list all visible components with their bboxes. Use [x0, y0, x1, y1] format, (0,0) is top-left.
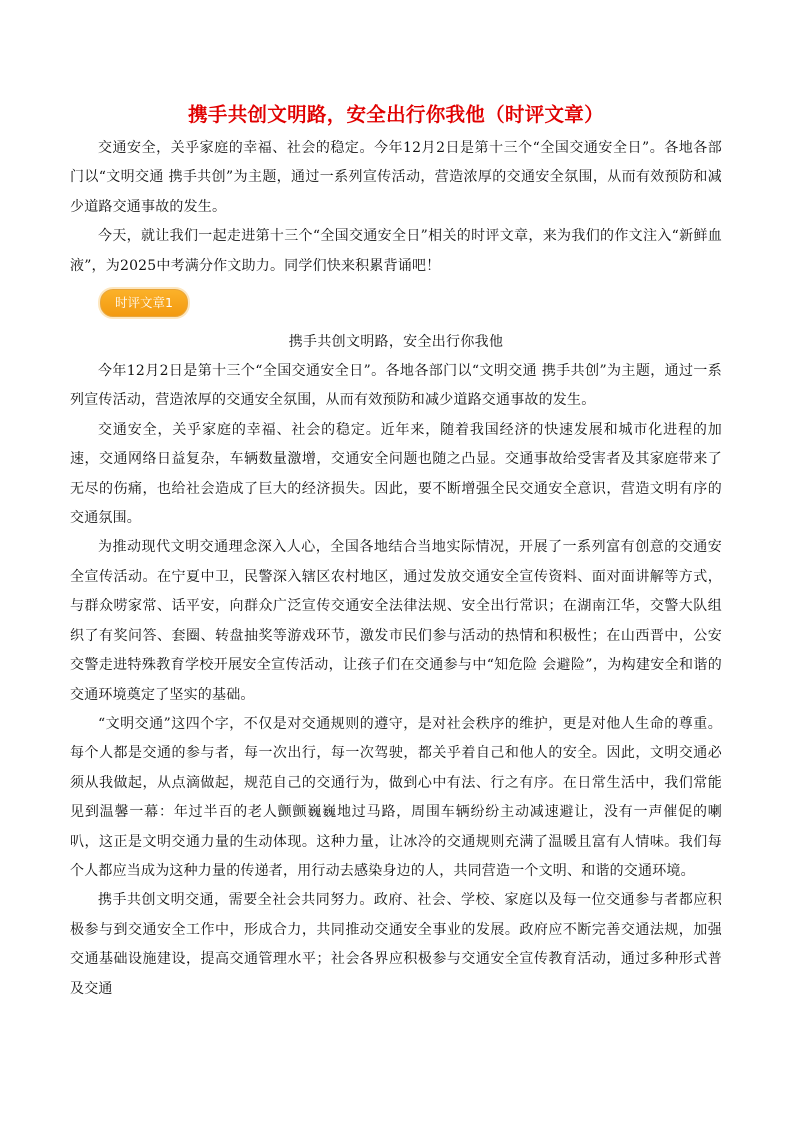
article-paragraph: 交通安全，关乎家庭的幸福、社会的稳定。近年来，随着我国经济的快速发展和城市化进程的加速，交通网络日益复杂，车辆数量激增，交通安全问题也随之凸显。交通事故给受害者及其家庭带来了无尽的伤痛，也给社会造成了巨大的经济损失。因此，要不断增强全民交通安全意识，营造文明有序的交通氛围。: [70, 421, 722, 527]
intro-paragraph: 交通安全，关乎家庭的幸福、社会的稳定。今年12月2日是第十三个“全国交通安全日”。各地各部门以“文明交通 携手共创”为主题，通过一系列宣传活动，营造浓厚的交通安全氛围，从而有效预防和减少道路交通事故的发生。: [70, 140, 722, 215]
document-page: [70, 100, 722, 1004]
article-paragraph: 今年12月2日是第十三个“全国交通安全日”。各地各部门以“文明交通 携手共创”为主题，通过一系列宣传活动，营造浓厚的交通安全氛围，从而有效预防和减少道路交通事故的发生。: [70, 363, 722, 409]
article-paragraph: 携手共创文明交通，需要全社会共同努力。政府、社会、学校、家庭以及每一位交通参与者都应积极参与到交通安全工作中，形成合力，共同推动交通安全事业的发展。政府应不断完善交通法规，加强交通基础设施建设，提高交通管理水平；社会各界应积极参与交通安全宣传教育活动，通过多种形式普及交通: [70, 892, 722, 997]
document-title: 携手共创文明路，安全出行你我他（时评文章）: [188, 103, 604, 126]
article-paragraph: “文明交通”这四个字，不仅是对交通规则的遵守，是对社会秩序的维护，更是对他人生命的尊重。每个人都是交通的参与者，每一次出行，每一次驾驶，都关乎着自己和他人的安全。因此，文明交通必须从我做起，从点滴做起，规范自己的交通行为，做到心中有法、行之有序。在日常生活中，我们常能见到温馨一幕：年过半百的老人颤颤巍巍地过马路，周围车辆纷纷主动减速避让，没有一声催促的喇叭，这正是文明交通力量的生动体现。这种力量，让冰冷的交通规则充满了温暖且富有人情味。我们每个人都应当成为这种力量的传递者，用行动去感染身边的人，共同营造一个文明、和谐的交通环境。: [70, 715, 722, 879]
article-paragraph: 为推动现代文明交通理念深入人心，全国各地结合当地实际情况，开展了一系列富有创意的交通安全宣传活动。在宁夏中卫，民警深入辖区农村地区，通过发放交通安全宣传资料、面对面讲解等方式，与群众唠家常、话平安，向群众广泛宣传交通安全法律法规、安全出行常识；在湖南江华，交警大队组织了有奖问答、套圈、转盘抽奖等游戏环节，激发市民们参与活动的热情和积极性；在山西晋中，公安交警走进特殊教育学校开展安全宣传活动，让孩子们在交通参与中“知危险 会避险”，为构建安全和谐的交通环境奠定了坚实的基础。: [70, 539, 722, 703]
section-badge-row: [100, 289, 722, 317]
section-badge: 时评文章1: [100, 289, 188, 317]
intro-paragraph: 今天，就让我们一起走进第十三个“全国交通安全日”相关的时评文章，来为我们的作文注入“新鲜血液”，为2025中考满分作文助力。同学们快来积累背诵吧！: [70, 228, 722, 274]
article-title: 携手共创文明路，安全出行你我他: [288, 334, 504, 351]
